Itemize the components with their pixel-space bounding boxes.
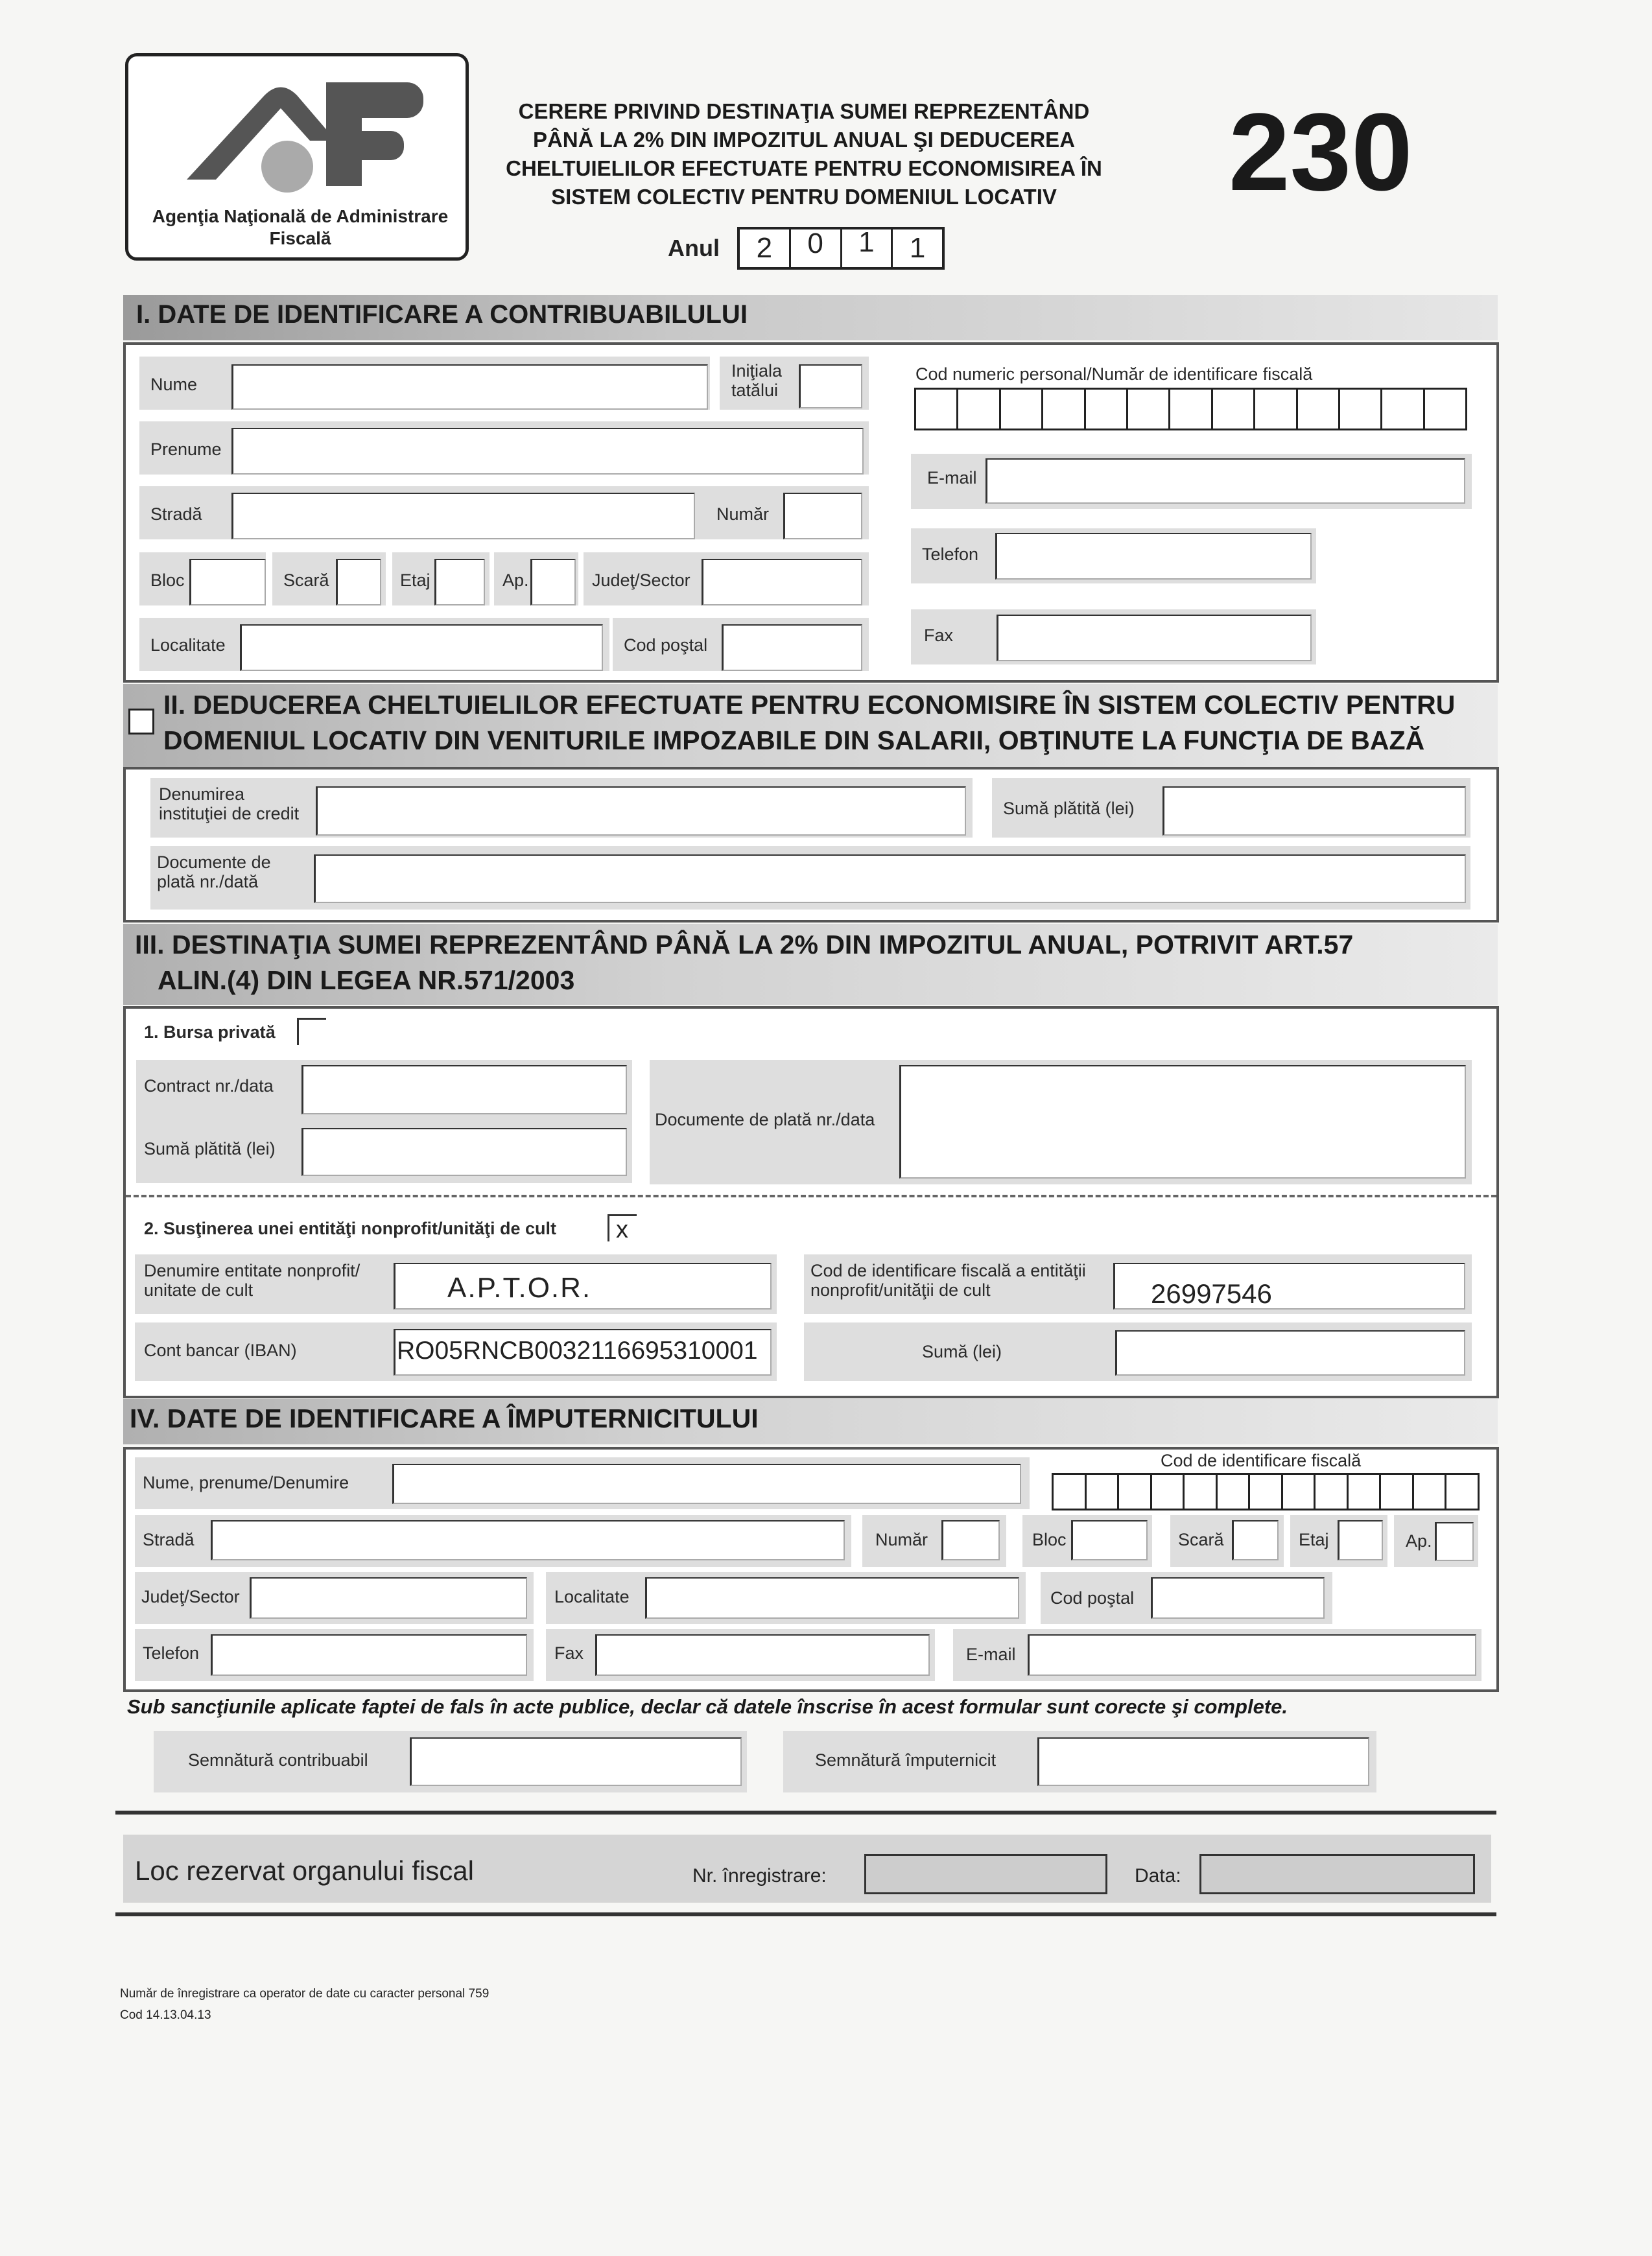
section-2-title <box>157 687 1455 758</box>
section-3-title <box>128 927 1353 998</box>
section-2-title-line2: DOMENIUL LOCATIV DIN VENITURILE IMPOZABILE DIN SALARII, OBŢINUTE LA FUNCŢIA DE BAZĂ <box>163 725 1425 755</box>
imp-ap-label: Ap. <box>1406 1531 1432 1551</box>
denumire-entitate-label <box>144 1261 360 1300</box>
logo-box <box>125 53 469 261</box>
imp-nume-input[interactable] <box>392 1464 1021 1504</box>
semnatura-imputernicit-input[interactable] <box>1037 1737 1369 1786</box>
prenume-input[interactable] <box>231 428 864 475</box>
denumire-entitate-value: A.P.T.O.R. <box>447 1272 592 1304</box>
initiala-label-line2: tatălui <box>731 381 779 400</box>
title-line-1: CERERE PRIVIND DESTINAŢIA SUMEI REPREZENTÂND <box>518 99 1090 123</box>
ap-input[interactable] <box>530 559 576 605</box>
section-1-title: I. DATE DE IDENTIFICARE A CONTRIBUABILULUI <box>136 300 748 329</box>
declaration-text: Sub sancţiunile aplicate faptei de fals în acte publice, declar că datele înscrise în acest formular sunt corecte şi complete. <box>127 1695 1288 1718</box>
initiala-label-line1: Iniţiala <box>731 361 783 381</box>
imp-cif-label: Cod de identificare fiscală <box>1161 1451 1362 1470</box>
imp-fax-label: Fax <box>554 1643 584 1663</box>
cif-entitate-label-line1: Cod de identificare fiscală a entităţii <box>810 1261 1086 1280</box>
imp-cod-postal-input[interactable] <box>1151 1577 1325 1619</box>
sustinere-label: 2. Susţinerea unei entităţi nonprofit/unităţi de cult <box>144 1219 557 1238</box>
imp-telefon-input[interactable] <box>211 1634 527 1676</box>
nr-inregistrare-input[interactable] <box>864 1854 1107 1894</box>
cnp-label: Cod numeric personal/Număr de identificare fiscală <box>915 364 1313 384</box>
footer-line-1: Număr de înregistrare ca operator de date cu caracter personal 759 <box>120 1987 490 2001</box>
prenume-label: Prenume <box>150 440 222 459</box>
documente-2-input[interactable] <box>314 854 1466 903</box>
suma-platita-3-label: Sumă plătită (lei) <box>144 1139 276 1158</box>
judet-input[interactable] <box>702 559 862 605</box>
cif-entitate-value: 26997546 <box>1151 1278 1272 1309</box>
suma-platita-2-input[interactable] <box>1162 786 1466 836</box>
institutie-label-line1: Denumirea <box>159 784 245 804</box>
strada-input[interactable] <box>231 493 695 539</box>
imp-judet-input[interactable] <box>250 1577 527 1619</box>
cnp-input[interactable] <box>914 388 1467 430</box>
nume-label: Nume <box>150 375 198 394</box>
telefon-input[interactable] <box>995 533 1312 580</box>
section-3-divider <box>126 1195 1496 1197</box>
bursa-checkbox[interactable] <box>297 1018 326 1045</box>
imp-telefon-label: Telefon <box>143 1643 200 1663</box>
imp-judet-label: Judeţ/Sector <box>141 1587 240 1606</box>
semnatura-contribuabil-label: Semnătură contribuabil <box>188 1750 368 1770</box>
institutie-label <box>159 784 299 823</box>
imp-cod-postal-label: Cod poştal <box>1050 1588 1135 1608</box>
strada-label: Stradă <box>150 504 202 524</box>
suma-platita-2-label: Sumă plătită (lei) <box>1003 799 1135 818</box>
cont-bancar-value: RO05RNCB0032116695310001 <box>397 1337 758 1365</box>
imp-nume-label: Nume, prenume/Denumire <box>143 1473 349 1492</box>
section-3-title-line1: III. DESTINAŢIA SUMEI REPREZENTÂND PÂNĂ LA 2% DIN IMPOZITUL ANUAL, POTRIVIT ART.57 <box>135 930 1354 959</box>
semnatura-imputernicit-label: Semnătură împuternicit <box>815 1750 997 1770</box>
imp-email-input[interactable] <box>1028 1634 1476 1676</box>
scara-input[interactable] <box>336 559 381 605</box>
imp-etaj-label: Etaj <box>1299 1530 1329 1549</box>
initiala-input[interactable] <box>799 364 862 408</box>
data-label: Data: <box>1135 1865 1181 1886</box>
email-input[interactable] <box>985 458 1465 504</box>
title-line-3: CHELTUIELILOR EFECTUATE PENTRU ECONOMISIREA ÎN <box>506 156 1102 180</box>
bursa-label: 1. Bursa privată <box>144 1022 276 1042</box>
section-4-title: IV. DATE DE IDENTIFICARE A ÎMPUTERNICITULUI <box>130 1404 759 1433</box>
numar-label: Număr <box>716 504 770 524</box>
reserved-bottom-rule <box>115 1912 1496 1916</box>
cod-postal-input[interactable] <box>722 624 862 671</box>
imp-numar-label: Număr <box>875 1530 928 1549</box>
suma-entitate-input[interactable] <box>1115 1330 1465 1376</box>
contract-label: Contract nr./data <box>144 1076 274 1096</box>
suma-platita-3-input[interactable] <box>301 1128 627 1176</box>
year-label: Anul <box>668 235 720 261</box>
contract-input[interactable] <box>301 1065 627 1114</box>
section-2-title-line1: II. DEDUCEREA CHELTUIELILOR EFECTUATE PENTRU ECONOMISIRE ÎN SISTEM COLECTIV PENTRU <box>163 690 1456 720</box>
form-number: 230 <box>1229 91 1413 214</box>
imp-bloc-input[interactable] <box>1071 1520 1148 1560</box>
etaj-input[interactable] <box>434 559 485 605</box>
imp-numar-input[interactable] <box>941 1520 1000 1560</box>
institutie-input[interactable] <box>316 786 966 836</box>
sustinere-checkmark: x <box>616 1216 628 1243</box>
imp-localitate-label: Localitate <box>554 1587 630 1606</box>
section-3-title-line2: ALIN.(4) DIN LEGEA NR.571/2003 <box>158 965 575 995</box>
imp-scara-input[interactable] <box>1232 1520 1279 1560</box>
bloc-input[interactable] <box>189 559 266 605</box>
nume-input[interactable] <box>231 364 708 410</box>
scara-label: Scară <box>283 570 329 590</box>
section-2-checkbox[interactable] <box>128 709 154 734</box>
documente-2-label-line1: Documente de <box>157 852 271 872</box>
imp-etaj-input[interactable] <box>1338 1520 1383 1560</box>
numar-input[interactable] <box>783 493 862 539</box>
denumire-entitate-label-line2: unitate de cult <box>144 1280 254 1300</box>
footer-line-2: Cod 14.13.04.13 <box>120 2008 211 2022</box>
imp-strada-label: Stradă <box>143 1530 195 1549</box>
email-label: E-mail <box>927 468 977 488</box>
localitate-input[interactable] <box>240 624 603 671</box>
year-digit-1: 2 <box>740 229 791 267</box>
title-line-4: SISTEM COLECTIV PENTRU DOMENIUL LOCATIV <box>551 185 1057 209</box>
suma-entitate-label: Sumă (lei) <box>922 1342 1002 1361</box>
cont-bancar-label: Cont bancar (IBAN) <box>144 1341 297 1360</box>
ap-label: Ap. <box>502 570 529 590</box>
fax-label: Fax <box>924 626 954 645</box>
cif-entitate-label <box>810 1261 1086 1300</box>
imp-email-label: E-mail <box>966 1645 1016 1664</box>
cod-postal-label: Cod poştal <box>624 635 708 655</box>
documente-3-label: Documente de plată nr./data <box>655 1110 875 1129</box>
documente-2-label <box>157 852 271 891</box>
localitate-label: Localitate <box>150 635 226 655</box>
year-digit-3: 1 <box>842 229 893 267</box>
imp-cif-input[interactable] <box>1052 1473 1480 1510</box>
reserved-title: Loc rezervat organului fiscal <box>135 1855 474 1886</box>
imp-localitate-input[interactable] <box>645 1577 1019 1619</box>
reserved-top-rule <box>115 1811 1496 1815</box>
imp-scara-label: Scară <box>1178 1530 1224 1549</box>
title-line-2: PÂNĂ LA 2% DIN IMPOZITUL ANUAL ŞI DEDUCEREA <box>532 128 1076 152</box>
telefon-label: Telefon <box>922 545 979 564</box>
form-title <box>493 97 1115 211</box>
institutie-label-line2: instituţiei de credit <box>159 804 300 823</box>
anaf-logo-icon <box>167 69 440 199</box>
imp-strada-input[interactable] <box>211 1520 845 1560</box>
judet-label: Judeţ/Sector <box>592 570 690 590</box>
logo-text: Agenţia Naţională de Administrare Fiscală <box>152 206 449 248</box>
year-field[interactable] <box>737 227 945 270</box>
data-input[interactable] <box>1199 1854 1475 1894</box>
etaj-label: Etaj <box>400 570 431 590</box>
bloc-label: Bloc <box>150 570 185 590</box>
nr-inregistrare-label: Nr. înregistrare: <box>692 1865 827 1886</box>
documente-3-input[interactable] <box>899 1065 1466 1179</box>
year-digit-2: 0 <box>791 229 842 267</box>
semnatura-contribuabil-input[interactable] <box>410 1737 742 1786</box>
denumire-entitate-label-line1: Denumire entitate nonprofit/ <box>144 1261 360 1280</box>
cif-entitate-label-line2: nonprofit/unităţii de cult <box>810 1280 991 1300</box>
fax-input[interactable] <box>997 615 1312 661</box>
imp-bloc-label: Bloc <box>1032 1530 1067 1549</box>
imp-fax-input[interactable] <box>595 1634 930 1676</box>
sustinere-checkbox[interactable] <box>608 1214 637 1241</box>
initiala-label <box>731 361 782 400</box>
imp-ap-input[interactable] <box>1435 1522 1474 1561</box>
documente-2-label-line2: plată nr./dată <box>157 872 259 891</box>
year-digit-4: 1 <box>909 232 926 264</box>
